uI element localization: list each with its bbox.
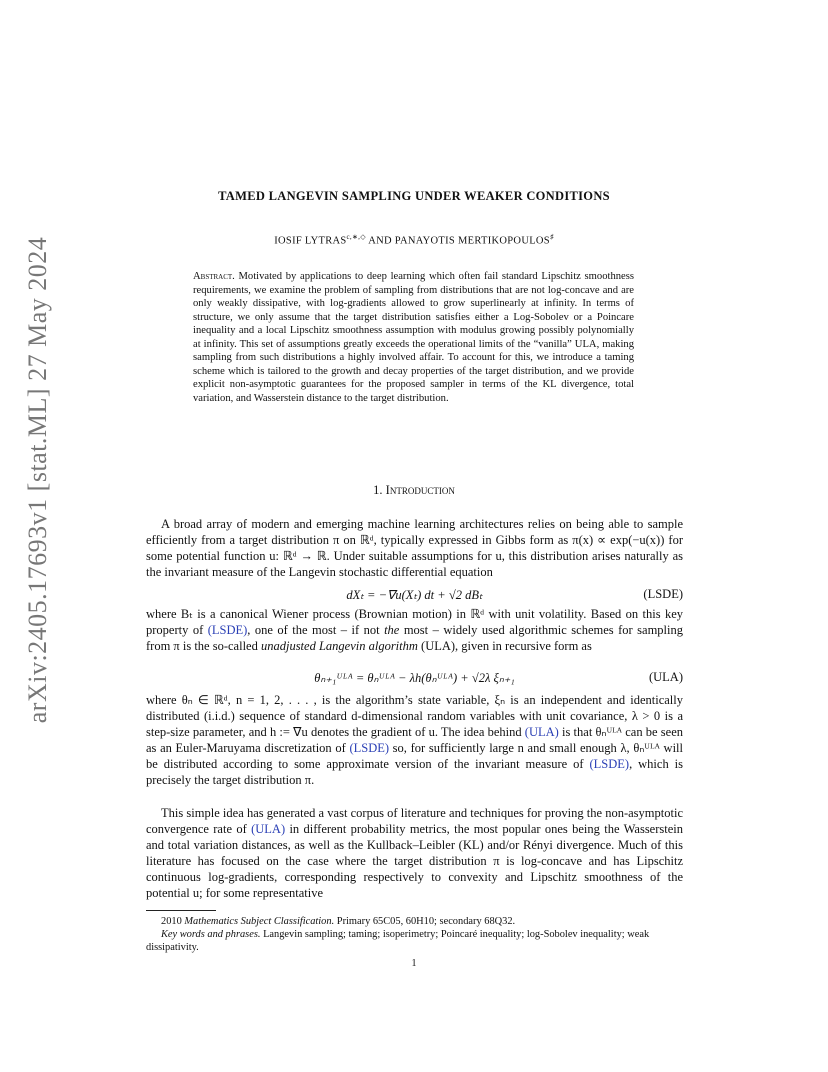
paragraph-3-text-2: is that θₙᵁᴸᴬ can be seen as an Euler-Maruyama discretization of [146,725,683,755]
ref-lsde-link[interactable]: (LSDE) [207,623,248,637]
paragraph-3 [146,692,683,788]
author-1: IOSIF LYTRAS [274,235,347,247]
abstract-text: Motivated by applications to deep learning which often fail standard Lipschitz smoothness requirements, we examine the problem of sampling from distributions that are not log-concave and are only weakly dissipative, with log-gradients allowed to grow superlinearly at infinity. In terms of structure, we only assume that the target distribution satisfies either a Log-Sobolev or a Poincare inequality and a local Lipschitz smoothness assumption with modulus growing possibly polynomially at infinity. This set of assumptions greatly exceeds the operational limits of the “vanilla” ULA, making sampling from such distributions a highly involved affair. To account for this, we introduce a taming scheme which is tailored to the growth and decay properties of the target distribution, and we provide explicit non-asymptotic guarantees for the proposed sampler in terms of the KL divergence, total variation, and Wasserstein distance to the target distribution. [193,271,634,404]
section-number: 1. [373,483,383,497]
paragraph-3-text-1: where θₙ ∈ ℝᵈ, n = 1, 2, . . . , is the algorithm’s state variable, ξₙ is an independent and identically distributed (i.i.d.) sequence of standard d-dimensional random variables with unit covariance, λ > 0 is a step-size parameter, and h := ∇u denotes the gradient of u. The idea behind [146,693,683,739]
keywords-text: Langevin sampling; taming; isoperimetry; Poincaré inequality; log-Sobolev inequality; weak dissipativity. [146,929,650,953]
msc-text: Primary 65C05, 60H10; secondary 68Q32. [334,916,516,927]
paragraph-2 [146,606,683,654]
equation-ula-math: θₙ₊₁ᵁᴸᴬ = θₙᵁᴸᴬ − λh(θₙᵁᴸᴬ) + √2λ ξₙ₊₁ [314,671,515,685]
author-2-marks: ♯ [549,233,554,241]
author-line [0,233,828,247]
paragraph-1 [146,516,683,580]
paragraph-2-emph-1: the [384,623,400,637]
paper-title: TAMED LANGEVIN SAMPLING UNDER WEAKER CONDITIONS [218,189,610,203]
author-1-marks: c,∗,◇ [346,233,366,241]
paragraph-1-text: A broad array of modern and emerging machine learning architectures relies on being able to sample efficiently from a target distribution π on ℝᵈ, typically expressed in Gibbs form as π(x) ∝ exp(−u(x)) for some potential function u: ℝᵈ → ℝ. Under suitable assumptions for u, this distribution arises naturally as the invariant measure of the Langevin stochastic differential equation [146,517,683,579]
paragraph-4-text-1: This simple idea has generated a vast corpus of literature and techniques for proving the non-asymptotic convergence rate of [146,806,683,836]
msc-year: 2010 [161,916,182,927]
paragraph-2-text-1: where Bₜ is a canonical Wiener process (Brownian motion) in ℝᵈ with unit volatility. Based on this key property of [146,607,683,637]
ref-ula-link-2[interactable]: (ULA) [251,822,286,836]
ref-lsde-link-3[interactable]: (LSDE) [589,757,630,771]
author-2: PANAYOTIS MERTIKOPOULOS [394,235,550,247]
arxiv-id: arXiv:2405.17693v1 [stat.ML] 27 May 2024 [23,236,52,724]
paragraph-2-text-4: (ULA), given in recursive form as [417,639,592,653]
paragraph-2-text-2: , one of the most – if not [247,623,385,637]
paragraph-2-emph-2: unadjusted Langevin algorithm [260,639,418,653]
equation-ula [146,670,683,688]
ref-ula-link[interactable]: (ULA) [524,725,559,739]
equation-lsde-tag: (LSDE) [643,587,683,601]
paragraph-3-text-4: , which is precisely the target distribution π. [146,757,683,787]
paragraph-4-text-2: in different probability metrics, the most popular ones being the Wasserstein and total variation distances, as well as the Kullback–Leibler (KL) and/or Rényi divergence. Much of this literature has focused on the case where the target distribution π is log-concave and has Lipschitz continuous log-gradients, corresponding respectively to convexity and Lipschitz smoothness of the potential u; for some representative [146,822,684,900]
authors-and: AND [365,235,395,247]
msc-label: Mathematics Subject Classification. [184,916,335,927]
abstract-label: Abstract. [193,271,235,282]
section-heading [0,483,828,498]
footnote-rule [146,910,216,911]
paragraph-2-text-3: most – widely used algorithmic schemes for sampling from π is the so-called [146,623,683,653]
footnotes [146,915,683,954]
footnote-msc [146,915,683,928]
footnote-keywords [146,928,683,954]
ref-lsde-link-2[interactable]: (LSDE) [349,741,390,755]
equation-lsde-math: dXₜ = −∇u(Xₜ) dt + √2 dBₜ [346,588,483,602]
section-title: Introduction [385,483,455,497]
arxiv-sidebar-stamp [16,236,60,724]
paragraph-3-text-3: so, for sufficiently large n and small enough λ, θₙᵁᴸᴬ will be distributed according to some approximate version of the invariant measure of [146,741,683,771]
equation-ula-tag: (ULA) [648,670,683,684]
abstract [193,270,634,405]
page-number: 1 [411,958,417,969]
keywords-label: Key words and phrases. [161,929,261,940]
paragraph-4 [146,805,683,901]
equation-lsde [146,587,683,605]
